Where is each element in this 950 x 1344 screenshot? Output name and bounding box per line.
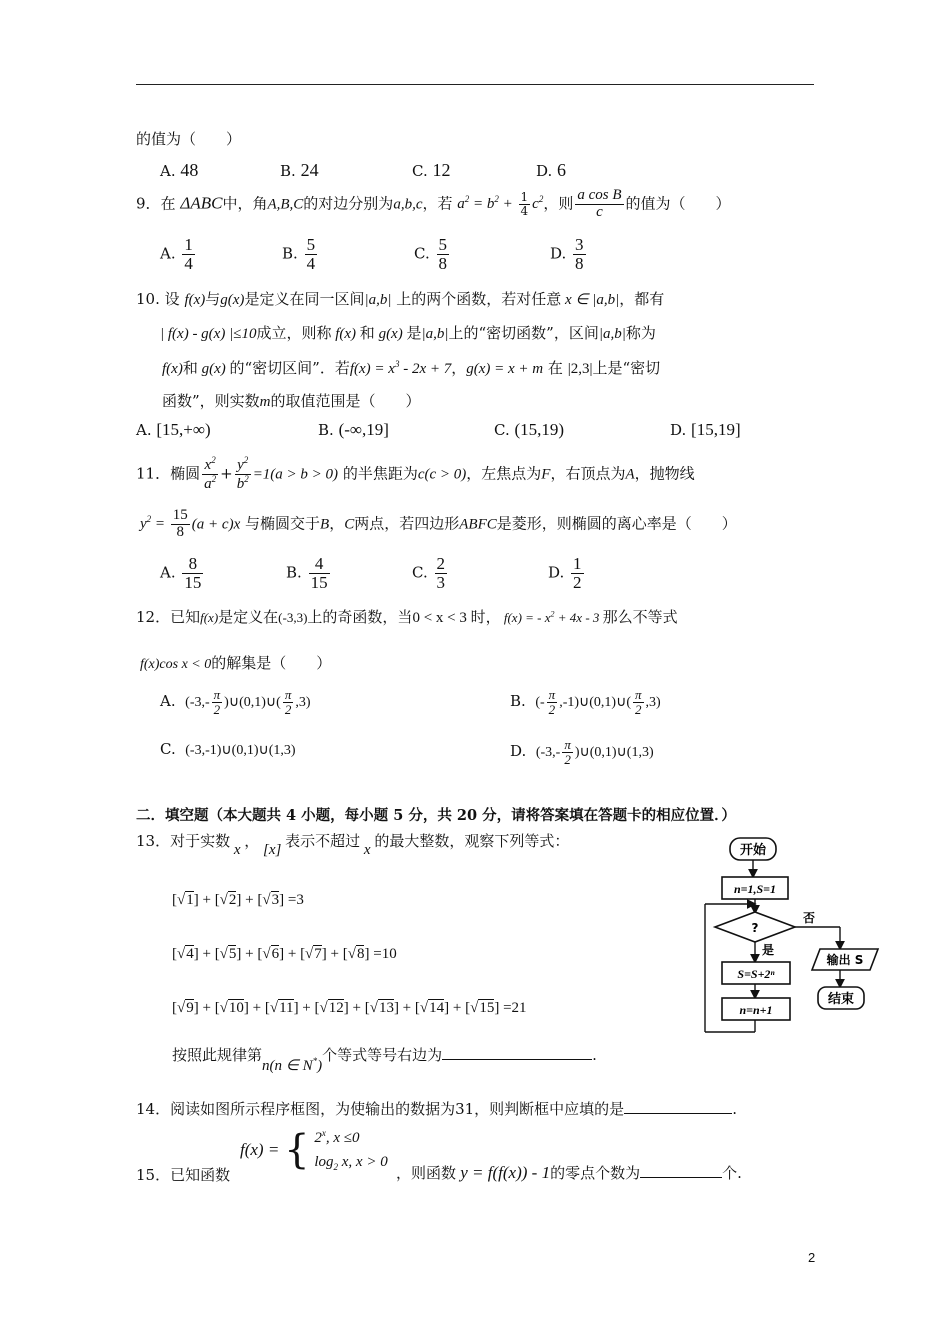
prev-question-stem: 的值为（ ） xyxy=(136,130,242,148)
question-11-line1: 11．椭圆 $\frac{x^2}{a^2}$ + $\frac{y^2}{b^2}$ =1(a > b > 0) 的半焦距为c(c > 0)，左焦点为F，右顶点为A，抛物线 xyxy=(136,455,695,492)
section-2-title: 二．填空题（本大题共 4 小题，每小题 5 分，共 20 分，请将答案填在答题卡的相应位置．） xyxy=(136,807,736,824)
q11-option-c: C. $\frac{2}{3}$ xyxy=(412,554,445,592)
question-10-line4: 函数”，则实数m的取值范围是（ ） xyxy=(162,392,421,410)
flow-step1-text: S=S+2ⁿ xyxy=(737,967,775,981)
flow-end-text: 结束 xyxy=(827,992,855,1007)
prev-option-a: A. 48 xyxy=(160,160,199,180)
prev-option-b: B. 24 xyxy=(280,160,319,180)
q13-answer-blank xyxy=(442,1059,592,1060)
flow-decision-text: ? xyxy=(751,921,759,935)
page-number: 2 xyxy=(808,1250,816,1265)
prev-option-c: C. 12 xyxy=(412,160,451,180)
flow-step2-text: n=n+1 xyxy=(739,1003,773,1017)
question-11-line2: $y^2$ = $\frac{15}{8}$ (a + c)x 与椭圆交于B，C两点，若四边形ABFC是菱形，则椭圆的离心率是（ ） xyxy=(140,507,737,540)
question-13-line1: 13．对于实数 x ， [x] 表示不超过 x 的最大整数，观察下列等式： xyxy=(136,832,570,858)
q13-equation-2: [√4] + [√5] + [√6] + [√7] + [√8] =10 xyxy=(172,946,397,962)
flow-no-label: 否 xyxy=(803,911,816,925)
question-15: 15．已知函数 xyxy=(136,1166,231,1184)
q15-piecewise: f(x) = { 2$^x$, x ≤0 $\log_2 x$, x > 0 xyxy=(240,1127,388,1174)
q10-option-d: D. [15,19] xyxy=(670,420,741,439)
question-14: 14．阅读如图所示程序框图，为使输出的数据为31，则判断框中应填的是 . xyxy=(136,1100,737,1118)
q12-option-d: D. (-3,- $\frac{\pi}{2}$ )∪(0,1)∪(1,3) xyxy=(510,737,654,767)
flow-start-text: 开始 xyxy=(739,843,767,858)
question-10-line3: f(x)和 g(x) 的“密切区间”．若$f(x) = x^3 - 2x + 7$，g(x) = x + m 在 |2,3|上是“密切 xyxy=(162,359,661,377)
flow-yes-label: 是 xyxy=(762,943,775,957)
question-10-line2: | f(x) - g(x) |≤10成立，则称 f(x) 和 g(x) 是|a,b|上的“密切函数”，区间|a,b|称为 xyxy=(160,324,656,342)
question-12-line2: f(x)cos x < 0的解集是（ ） xyxy=(140,654,332,672)
q15-answer-blank xyxy=(640,1177,722,1178)
q13-equation-3: [√9] + [√10] + [√11] + [√12] + [√13] + [√14] + [√15] =21 xyxy=(172,1000,527,1016)
header-rule xyxy=(136,84,814,85)
question-13-tail: 按照此规律第n(n ∈ N*)个等式等号右边为 . xyxy=(172,1046,597,1074)
q12-option-a: A. (-3,- $\frac{\pi}{2}$ )∪(0,1)∪( $\frac{\pi}{2}$ ,3) xyxy=(160,687,311,717)
q9-option-b: B. $\frac{5}{4}$ xyxy=(282,235,316,273)
question-15-rest: ，则函数 y = f(f(x)) - 1的零点个数为 个. xyxy=(396,1163,742,1182)
q10-option-a: A. [15,+∞) xyxy=(136,420,211,439)
program-flowchart xyxy=(700,832,910,1050)
q12-option-c: C. (-3,-1)∪(0,1)∪(1,3) xyxy=(160,740,296,758)
prev-option-d: D. 6 xyxy=(536,160,567,180)
q14-answer-blank xyxy=(624,1113,732,1114)
q13-equation-1: [√1] + [√2] + [√3] =3 xyxy=(172,892,304,908)
question-9: 9．在 ΔABC中，角A,B,C的对边分别为a,b,c，若 $a^2 = b^2$ + $\frac{1}{4}$ $c^2$，则 $\frac{\text{a cos B}}{c}$ 的值为（ ） xyxy=(136,187,731,220)
question-12-line1: 12．已知f(x)是定义在(-3,3)上的奇函数，当0 < x < 3 时， f(x) = - $x^2 + 4x - 3$ 那么不等式 xyxy=(136,608,678,626)
q11-option-b: B. $\frac{4}{15}$ xyxy=(286,554,328,592)
q12-option-b: B. (- $\frac{\pi}{2}$ ,-1)∪(0,1)∪( $\frac{\pi}{2}$ ,3) xyxy=(510,687,661,717)
q9-option-d: D. $\frac{3}{8}$ xyxy=(550,235,584,273)
flow-output-text: 输出 S xyxy=(826,953,864,967)
q9-option-a: A. $\frac{1}{4}$ xyxy=(160,235,193,273)
q11-option-d: D. $\frac{1}{2}$ xyxy=(548,554,582,592)
flow-init-text: n=1,S=1 xyxy=(733,882,777,896)
q11-option-a: A. $\frac{8}{15}$ xyxy=(160,554,202,592)
q10-option-c: C. (15,19) xyxy=(494,420,565,439)
question-10-line1: 10. 设 f(x)与g(x)是定义在同一区间|a,b| 上的两个函数，若对任意 x ∈ |a,b|，都有 xyxy=(136,290,665,308)
q9-option-c: C. $\frac{5}{8}$ xyxy=(414,235,447,273)
q10-option-b: B. (-∞,19] xyxy=(318,420,389,439)
